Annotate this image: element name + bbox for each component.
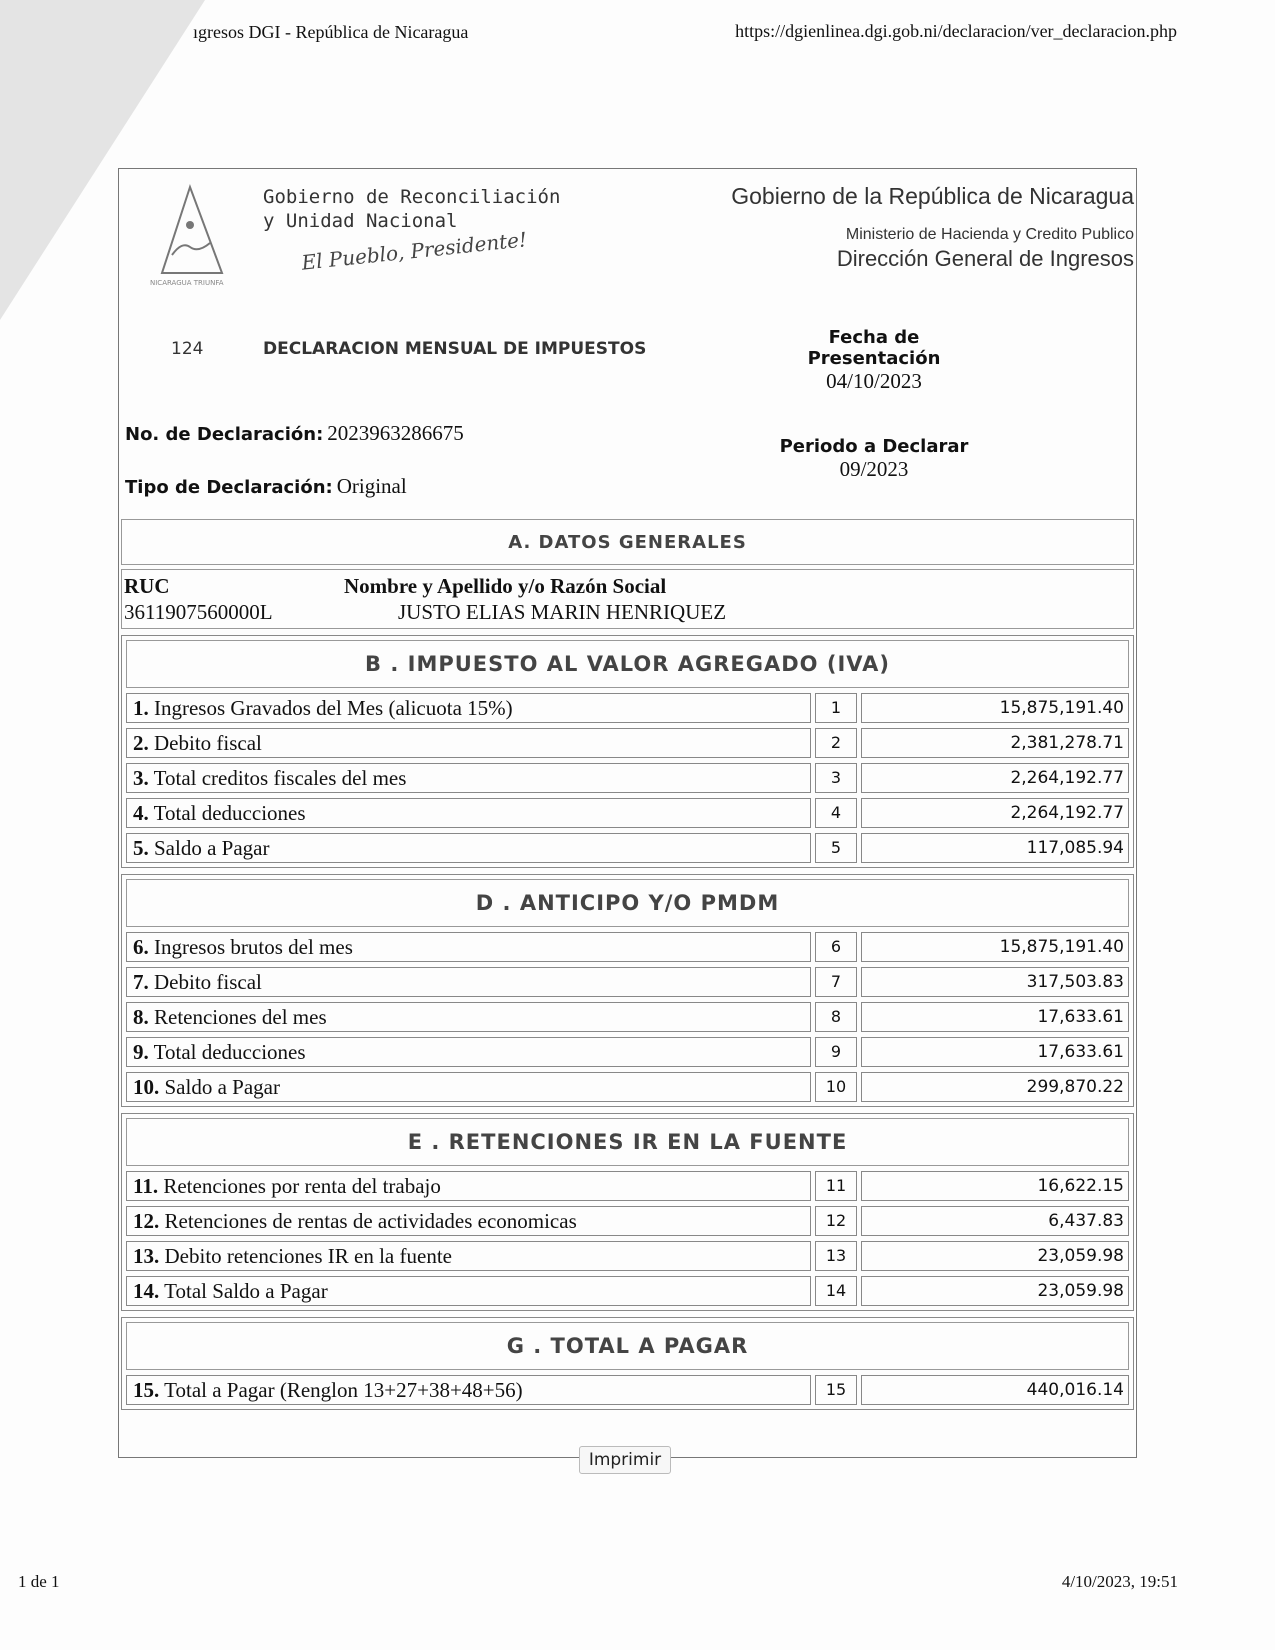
row-text: Debito fiscal — [154, 731, 262, 755]
row-label — [126, 1206, 811, 1236]
section-header — [126, 1322, 1129, 1370]
row-line-number: 10 — [815, 1072, 857, 1102]
table-row — [126, 1241, 1129, 1271]
row-label — [126, 833, 811, 863]
table-row — [126, 1276, 1129, 1306]
table-row — [126, 1206, 1129, 1236]
ruc-value: 3611907560000L — [124, 600, 273, 624]
print-timestamp: 4/10/2023, 19:51 — [1061, 1572, 1178, 1591]
row-number: 9. — [133, 1040, 149, 1064]
row-amount: 117,085.94 — [861, 833, 1129, 863]
row-line-number: 12 — [815, 1206, 857, 1236]
gov-left-line1: Gobierno de Reconciliación — [263, 186, 561, 208]
row-label — [126, 1241, 811, 1271]
declaration-number — [125, 421, 464, 446]
row-line-number: 1 — [815, 693, 857, 723]
row-amount: 2,381,278.71 — [861, 728, 1129, 758]
row-text: Retenciones por renta del trabajo — [163, 1174, 441, 1198]
declaration-type-value: Original — [336, 474, 407, 498]
row-amount: 17,633.61 — [861, 1037, 1129, 1067]
row-number: 7. — [133, 970, 149, 994]
row-amount: 440,016.14 — [861, 1375, 1129, 1405]
row-text: Saldo a Pagar — [164, 1075, 280, 1099]
section-title: D . ANTICIPO Y/O PMDM — [475, 891, 780, 915]
row-line-number: 4 — [815, 798, 857, 828]
row-number: 14. — [133, 1279, 160, 1303]
row-number: 3. — [133, 766, 149, 790]
ministry-name: Ministerio de Hacienda y Credito Publico — [845, 226, 1134, 243]
direction-name: Dirección General de Ingresos — [836, 246, 1134, 271]
gov-right-block — [731, 183, 1134, 272]
row-number: 4. — [133, 801, 149, 825]
row-line-number: 8 — [815, 1002, 857, 1032]
periodo-block — [774, 436, 974, 482]
row-label — [126, 1072, 811, 1102]
table-row — [126, 763, 1129, 793]
section-title: B . IMPUESTO AL VALOR AGREGADO (IVA) — [365, 652, 890, 676]
gov-right-title: Gobierno de la República de Nicaragua — [731, 183, 1134, 209]
row-amount: 6,437.83 — [861, 1206, 1129, 1236]
row-amount: 15,875,191.40 — [861, 693, 1129, 723]
row-line-number: 6 — [815, 932, 857, 962]
datos-generales-title: A. DATOS GENERALES — [508, 531, 747, 553]
row-label — [126, 693, 811, 723]
row-text: Total deducciones — [153, 1040, 306, 1064]
row-label — [126, 798, 811, 828]
table-row — [126, 1037, 1129, 1067]
fecha-block — [774, 327, 974, 394]
row-line-number: 11 — [815, 1171, 857, 1201]
declaration-form — [118, 168, 1137, 1458]
row-line-number: 3 — [815, 763, 857, 793]
declaration-number-value: 2023963286675 — [327, 421, 464, 445]
row-label — [126, 967, 811, 997]
ruc-label: RUC — [124, 574, 170, 598]
row-line-number: 5 — [815, 833, 857, 863]
form-name: DECLARACION MENSUAL DE IMPUESTOS — [263, 339, 647, 359]
row-line-number: 2 — [815, 728, 857, 758]
row-text: Total deducciones — [153, 801, 306, 825]
row-amount: 2,264,192.77 — [861, 763, 1129, 793]
row-label — [126, 1276, 811, 1306]
section-total — [121, 1317, 1134, 1410]
gov-left-block — [263, 185, 560, 233]
section-anticipo — [121, 874, 1134, 1107]
table-row — [126, 728, 1129, 758]
print-button[interactable]: Imprimir — [579, 1446, 671, 1474]
fecha-label: Fecha de Presentación — [807, 327, 941, 369]
row-line-number: 13 — [815, 1241, 857, 1271]
row-number: 13. — [133, 1244, 160, 1268]
row-label — [126, 932, 811, 962]
page-count: 1 de 1 — [18, 1572, 60, 1591]
slogan: El Pueblo, Presidente! — [300, 227, 529, 275]
row-text: Retenciones de rentas de actividades economicas — [164, 1209, 577, 1233]
datos-generales-header — [121, 519, 1134, 565]
section-title: G . TOTAL A PAGAR — [506, 1334, 749, 1358]
form-code: 124 — [171, 339, 204, 359]
declaration-type-label: Tipo de Declaración: — [125, 477, 333, 498]
name-value: JUSTO ELIAS MARIN HENRIQUEZ — [398, 600, 727, 624]
row-text: Saldo a Pagar — [154, 836, 270, 860]
row-number: 11. — [133, 1174, 159, 1198]
section-header — [126, 879, 1129, 927]
table-row — [126, 1171, 1129, 1201]
row-line-number: 14 — [815, 1276, 857, 1306]
section-retenciones — [121, 1113, 1134, 1311]
row-number: 12. — [133, 1209, 160, 1233]
table-row — [126, 798, 1129, 828]
row-text: Retenciones del mes — [154, 1005, 327, 1029]
table-row — [126, 932, 1129, 962]
row-label — [126, 1002, 811, 1032]
row-text: Debito fiscal — [154, 970, 262, 994]
datos-generales-body — [121, 569, 1134, 629]
periodo-value: 09/2023 — [839, 457, 909, 481]
row-line-number: 7 — [815, 967, 857, 997]
row-number: 1. — [133, 696, 149, 720]
row-number: 10. — [133, 1075, 160, 1099]
table-row — [126, 1072, 1129, 1102]
browser-url: https://dgienlinea.dgi.gob.ni/declaracion/ver_declaracion.php — [735, 21, 1177, 41]
table-row — [126, 833, 1129, 863]
row-amount: 23,059.98 — [861, 1276, 1129, 1306]
row-number: 6. — [133, 935, 149, 959]
table-row — [126, 693, 1129, 723]
section-header — [126, 1118, 1129, 1166]
gov-left-line2: y Unidad Nacional — [263, 210, 458, 232]
row-label — [126, 1037, 811, 1067]
row-text: Debito retenciones IR en la fuente — [164, 1244, 452, 1268]
row-amount: 299,870.22 — [861, 1072, 1129, 1102]
periodo-label: Periodo a Declarar — [779, 436, 969, 457]
government-logo-icon — [146, 181, 236, 291]
row-number: 5. — [133, 836, 149, 860]
section-iva — [121, 635, 1134, 868]
row-line-number: 9 — [815, 1037, 857, 1067]
section-title: E . RETENCIONES IR EN LA FUENTE — [407, 1130, 848, 1154]
row-amount: 15,875,191.40 — [861, 932, 1129, 962]
name-label: Nombre y Apellido y/o Razón Social — [344, 574, 667, 598]
row-amount: 2,264,192.77 — [861, 798, 1129, 828]
declaration-number-label: No. de Declaración: — [125, 424, 324, 445]
row-amount: 317,503.83 — [861, 967, 1129, 997]
row-label — [126, 763, 811, 793]
row-number: 2. — [133, 731, 149, 755]
row-amount: 16,622.15 — [861, 1171, 1129, 1201]
table-row — [126, 1375, 1129, 1405]
row-amount: 17,633.61 — [861, 1002, 1129, 1032]
row-text: Total a Pagar (Renglon 13+27+38+48+56) — [164, 1378, 523, 1402]
declaration-type — [125, 474, 407, 499]
browser-page-title: ıgresos DGI - República de Nicaragua — [193, 22, 469, 42]
row-text: Ingresos brutos del mes — [154, 935, 353, 959]
table-row — [126, 967, 1129, 997]
logo-caption: NICARAGUA TRIUNFA — [150, 279, 224, 287]
row-number: 15. — [133, 1378, 160, 1402]
row-text: Ingresos Gravados del Mes (alicuota 15%) — [154, 696, 513, 720]
row-amount: 23,059.98 — [861, 1241, 1129, 1271]
row-text: Total Saldo a Pagar — [164, 1279, 328, 1303]
row-label — [126, 1375, 811, 1405]
row-label — [126, 728, 811, 758]
section-header — [126, 640, 1129, 688]
row-text: Total creditos fiscales del mes — [153, 766, 407, 790]
form-header — [119, 169, 1136, 519]
fecha-value: 04/10/2023 — [826, 369, 922, 393]
row-line-number: 15 — [815, 1375, 857, 1405]
row-label — [126, 1171, 811, 1201]
row-number: 8. — [133, 1005, 149, 1029]
table-row — [126, 1002, 1129, 1032]
